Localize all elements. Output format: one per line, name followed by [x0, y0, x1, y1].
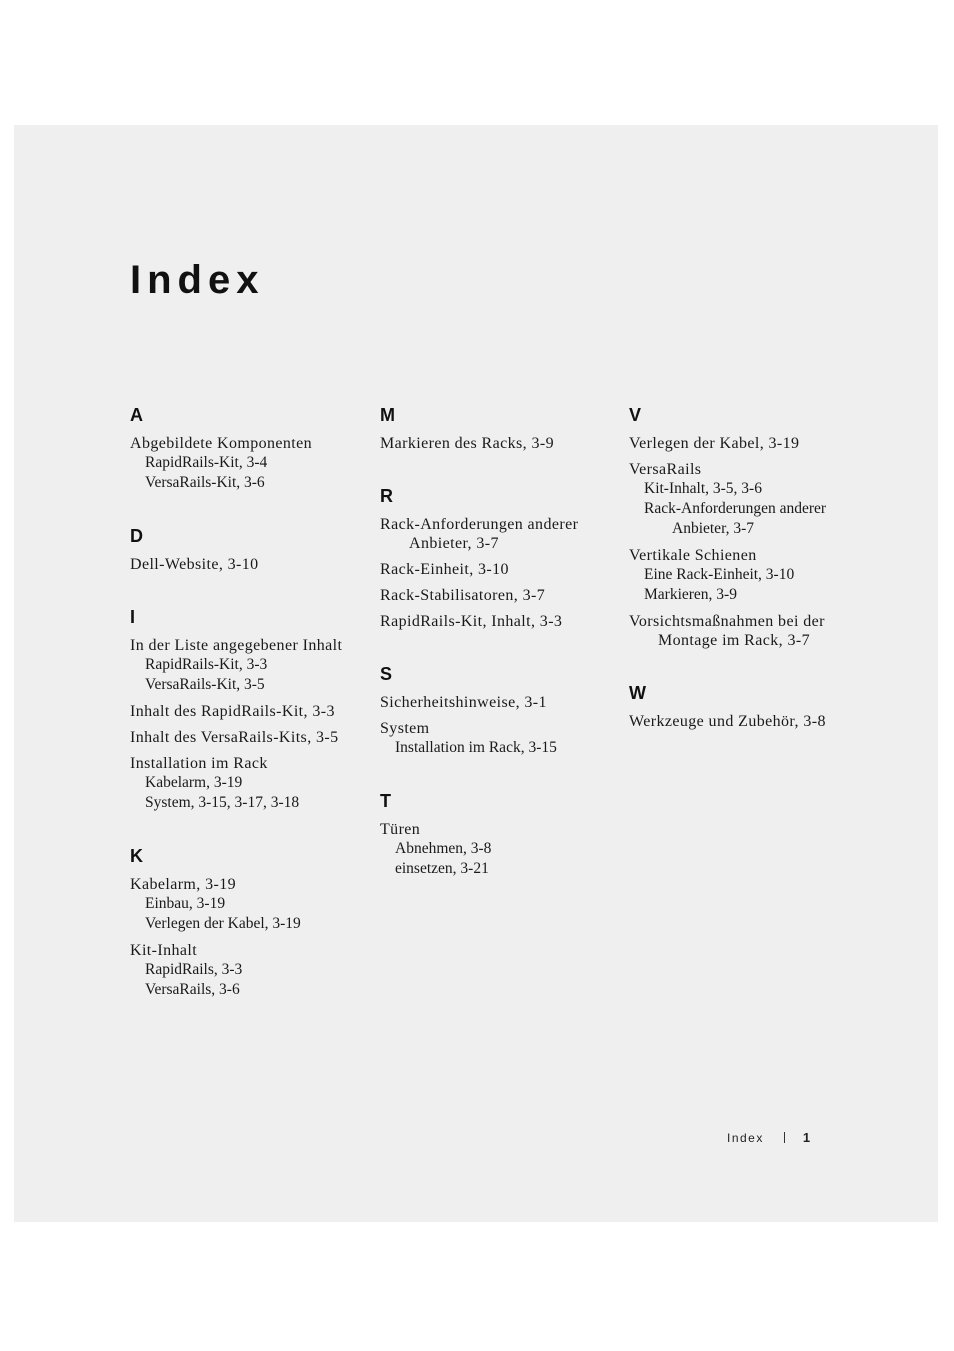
index-term: Inhalt des RapidRails-Kit, 3-3: [130, 703, 335, 720]
index-term: Inhalt des VersaRails-Kits, 3-5: [130, 729, 339, 746]
index-subentry: VersaRails-Kit, 3-6: [145, 474, 265, 491]
index-term: Installation im Rack: [130, 755, 268, 772]
index-term: Rack-Stabilisatoren, 3-7: [380, 587, 546, 604]
index-section: [130, 605, 370, 813]
index-term: VersaRails: [629, 461, 702, 478]
index-section: [130, 844, 370, 1000]
index-entry: [629, 434, 869, 453]
index-section: [629, 403, 869, 650]
index-section: [130, 524, 370, 574]
section-letter: I: [130, 607, 136, 627]
index-subentry: Abnehmen, 3-8: [395, 840, 492, 857]
index-term: Markieren des Racks, 3-9: [380, 435, 554, 452]
index-subentry: Verlegen der Kabel, 3-19: [145, 915, 301, 932]
page-number: 1: [802, 1130, 812, 1145]
index-entry: [130, 875, 370, 934]
section-letter: W: [629, 683, 646, 703]
index-term: Vertikale Schienen: [629, 547, 757, 564]
index-term: In der Liste angegebener Inhalt: [130, 637, 343, 654]
index-entry: [629, 712, 869, 731]
index-entry: [130, 702, 370, 721]
index-entry: [380, 586, 620, 605]
index-subentry: RapidRails-Kit, 3-3: [145, 656, 268, 673]
index-term: Dell-Website, 3-10: [130, 556, 259, 573]
index-term: Vorsichtsmaßnahmen bei der Montage im Rack, 3-7: [629, 613, 825, 649]
index-term: Werkzeuge und Zubehör, 3-8: [629, 713, 826, 730]
index-entry: [380, 612, 620, 631]
index-term: Rack-Einheit, 3-10: [380, 561, 509, 578]
index-term: Abgebildete Komponenten: [130, 435, 313, 452]
index-subentry: einsetzen, 3-21: [395, 860, 489, 877]
index-column-1: [130, 403, 370, 1031]
index-entry: [130, 941, 370, 1000]
index-entry: [130, 555, 370, 574]
index-subentry: Einbau, 3-19: [145, 895, 226, 912]
index-term: Verlegen der Kabel, 3-19: [629, 435, 800, 452]
index-entry: [130, 728, 370, 747]
index-subentry: Installation im Rack, 3-15: [395, 739, 557, 756]
section-letter: V: [629, 405, 642, 425]
section-letter: S: [380, 664, 393, 684]
index-entry: [380, 515, 620, 553]
index-term: System: [380, 720, 430, 737]
index-subentry: RapidRails-Kit, 3-4: [145, 454, 268, 471]
section-letter: D: [130, 526, 143, 546]
index-section: [629, 681, 869, 731]
index-term: Kit-Inhalt: [130, 942, 198, 959]
index-entry: [629, 612, 869, 650]
footer-divider: [784, 1132, 785, 1143]
section-letter: K: [130, 846, 143, 866]
index-subentry: Eine Rack-Einheit, 3-10: [644, 566, 795, 583]
index-subentry: VersaRails-Kit, 3-5: [145, 676, 265, 693]
index-term: RapidRails-Kit, Inhalt, 3-3: [380, 613, 563, 630]
index-subentry: RapidRails, 3-3: [145, 961, 243, 978]
index-entry: [380, 560, 620, 579]
index-section: [380, 662, 620, 758]
index-subentry: Rack-Anforderungen anderer Anbieter, 3-7: [644, 500, 827, 537]
section-letter: T: [380, 791, 391, 811]
page-footer: [727, 1130, 812, 1145]
index-entry: [380, 820, 620, 879]
index-term: Kabelarm, 3-19: [130, 876, 237, 893]
index-entry: [130, 636, 370, 695]
index-entry: [380, 719, 620, 758]
index-entry: [629, 546, 869, 605]
index-section: [130, 403, 370, 493]
index-subentry: Markieren, 3-9: [644, 586, 737, 603]
index-column-2: [380, 403, 620, 910]
index-section: [380, 403, 620, 453]
index-term: Sicherheitshinweise, 3-1: [380, 694, 547, 711]
section-letter: R: [380, 486, 393, 506]
section-letter: M: [380, 405, 395, 425]
index-entry: [130, 754, 370, 813]
index-entry: [380, 434, 620, 453]
index-entry: [380, 693, 620, 712]
index-subentry: VersaRails, 3-6: [145, 981, 240, 998]
index-subentry: Kit-Inhalt, 3-5, 3-6: [644, 480, 762, 497]
index-subentry: Kabelarm, 3-19: [145, 774, 243, 791]
index-section: [380, 484, 620, 631]
index-term: Rack-Anforderungen anderer Anbieter, 3-7: [380, 516, 579, 552]
index-entry: [130, 434, 370, 493]
index-entry: [629, 460, 869, 539]
page-title: Index: [130, 258, 265, 302]
index-column-3: [629, 403, 869, 762]
index-subentry: System, 3-15, 3-17, 3-18: [145, 794, 300, 811]
section-letter: A: [130, 405, 143, 425]
footer-label: Index: [727, 1131, 764, 1145]
index-section: [380, 789, 620, 879]
index-term: Türen: [380, 821, 421, 838]
